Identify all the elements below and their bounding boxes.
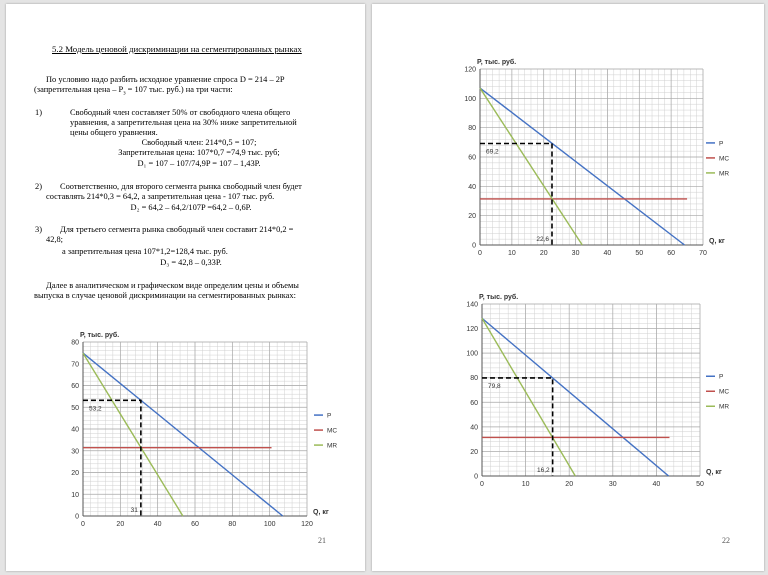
item1-line-3: цены общего уравнения. (70, 128, 158, 137)
x-tick-label: 40 (153, 521, 162, 528)
y-tick-label: 50 (71, 404, 79, 412)
section-title: 5.2 Модель ценовой дискриминации на сегментированных рынках (52, 44, 302, 54)
chart-segment-3 (452, 290, 752, 490)
x-tick-label: 120 (301, 521, 313, 528)
item3-formula-1: D₃ = 42,8 – 0,33P. (160, 258, 222, 267)
x-tick-label: 60 (667, 250, 676, 257)
y-tick-label: 140 (466, 301, 478, 309)
y-axis-label: P, тыс. руб. (477, 59, 517, 66)
item2-line-2: составлять 214*0,3 = 64,2, а запретительная цена - 107 тыс. руб. (46, 192, 275, 201)
x-axis-label: Q, кг (706, 469, 722, 476)
legend-label-mc: MC (719, 155, 730, 163)
y-tick-label: 0 (474, 473, 478, 481)
x-tick-label: 10 (521, 481, 530, 488)
y-tick-label: 120 (466, 326, 478, 334)
x-axis-label: Q, кг (709, 238, 725, 245)
item3-line-3: а запретительная цена 107*1,2=128,4 тыс. руб. (62, 247, 228, 256)
item2-formula-1: D₂ = 64,2 – 64,2/107P =64,2 – 0,6P. (130, 203, 252, 212)
y-tick-label: 10 (71, 491, 79, 499)
y-tick-label: 40 (468, 183, 476, 191)
item1-number: 1) (35, 108, 42, 117)
item1-line-1: Свободный член составляет 50% от свободного члена общего (70, 108, 291, 117)
optimum-guide-line (480, 144, 552, 245)
legend-label-mc: MC (719, 388, 730, 396)
chart-segment-2 (448, 52, 748, 257)
x-tick-label: 80 (228, 521, 237, 528)
y-tick-label: 20 (468, 213, 476, 221)
legend-label-mr: MR (719, 170, 730, 178)
y-axis-label: P, тыс. руб. (80, 332, 120, 339)
x-tick-label: 60 (191, 521, 199, 528)
item1-formula-3: D₁ = 107 – 107/74,9P = 107 – 1,43P. (137, 159, 261, 168)
outro-line-2: выпуска в случае ценовой дискриминации на сегментированных рынках: (34, 291, 296, 300)
page-number-22: 22 (722, 536, 730, 545)
x-tick-label: 30 (608, 481, 617, 488)
y-tick-label: 70 (71, 361, 79, 369)
x-tick-label: 70 (699, 250, 707, 257)
item3-line-2: 42,8; (46, 235, 63, 244)
item1-line-2: уравнения, а запретительная цена на 30% ниже запретительной (70, 118, 297, 127)
x-tick-label: 20 (565, 481, 574, 488)
page-21 (6, 4, 365, 571)
legend-label-p: P (719, 140, 724, 148)
y-tick-label: 120 (464, 66, 476, 74)
x-tick-label: 30 (571, 250, 580, 257)
quantity-value-label: 22,6 (536, 236, 549, 243)
x-tick-label: 40 (603, 250, 612, 257)
y-tick-label: 40 (470, 424, 478, 432)
item3-line-1: Для третьего сегмента рынка свободный член составит 214*0,2 = (60, 225, 294, 234)
x-axis-label: Q, кг (313, 509, 329, 516)
chart-segment-1 (46, 324, 356, 528)
x-tick-label: 20 (116, 521, 125, 528)
y-tick-label: 80 (71, 339, 79, 347)
x-tick-label: 40 (652, 481, 661, 488)
x-tick-label: 10 (507, 250, 516, 257)
y-tick-label: 20 (71, 470, 79, 477)
y-tick-label: 20 (470, 448, 478, 456)
quantity-value-label: 16,2 (536, 467, 550, 474)
legend-label-p: P (719, 373, 724, 381)
intro-line-1: По условию надо разбить исходное уравнение спроса D = 214 – 2P (46, 75, 285, 84)
outro-line-1: Далее в аналитическом и графическом виде определим цены и объемы (46, 281, 299, 290)
x-tick-label: 50 (696, 481, 704, 488)
x-tick-label: 100 (263, 521, 276, 528)
legend-label-p: P (327, 412, 332, 420)
item1-formula-1: Свободный член: 214*0,5 = 107; (141, 138, 257, 147)
y-tick-label: 30 (71, 448, 79, 456)
x-tick-label: 50 (635, 250, 644, 257)
quantity-value-label: 31 (130, 507, 138, 514)
y-tick-label: 0 (75, 513, 79, 521)
y-tick-label: 100 (466, 350, 478, 358)
y-tick-label: 80 (470, 375, 478, 383)
y-tick-label: 0 (472, 242, 476, 250)
legend-label-mc: MC (327, 427, 338, 435)
x-tick-label: 0 (81, 521, 85, 528)
y-tick-label: 60 (71, 383, 79, 390)
item2-number: 2) (35, 182, 42, 191)
x-tick-label: 0 (480, 481, 484, 488)
price-value-label: 69,2 (486, 148, 499, 156)
y-tick-label: 100 (464, 95, 476, 103)
price-value-label: 53,2 (89, 405, 102, 413)
item2-line-1: Соответственно, для второго сегмента рынка свободный член будет (60, 182, 302, 191)
intro-line-2: (запретительная цена – $P_з = 107$ тыс. руб.) на три части: (34, 85, 233, 97)
page-number-21: 21 (318, 536, 326, 545)
item1-formula-2: Запретительная цена: 107*0,7 =74,9 тыс. руб; (118, 148, 280, 157)
y-tick-label: 80 (468, 125, 476, 133)
page-22 (372, 4, 764, 571)
legend-label-mr: MR (719, 403, 730, 411)
item3-number: 3) (35, 225, 42, 234)
x-tick-label: 20 (539, 250, 548, 257)
y-tick-label: 60 (468, 154, 476, 162)
y-axis-label: P, тыс. руб. (479, 294, 519, 301)
price-value-label: 79,8 (488, 382, 501, 390)
legend-label-mr: MR (327, 442, 338, 450)
y-tick-label: 40 (71, 426, 79, 434)
x-tick-label: 0 (478, 250, 482, 257)
y-tick-label: 60 (470, 399, 478, 407)
